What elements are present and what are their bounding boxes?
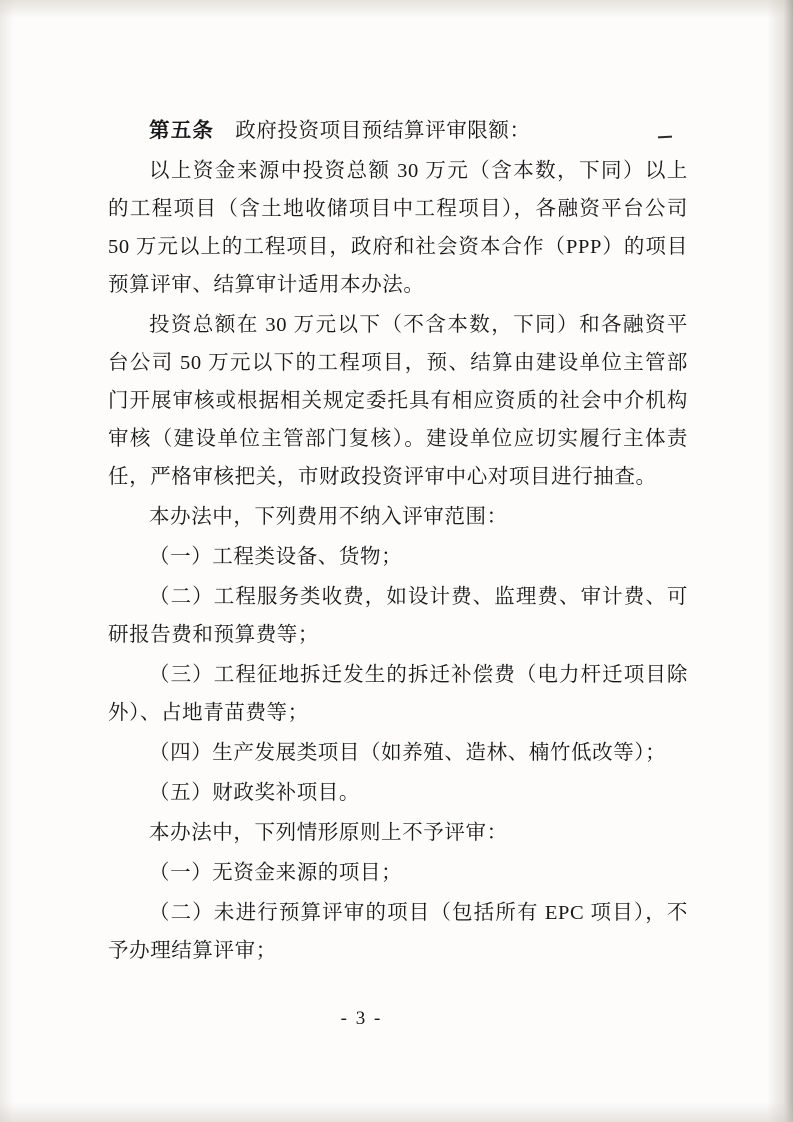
paragraph-scope-below-threshold: 投资总额在 30 万元以下（不含本数，下同）和各融资平台公司 50 万元以下的工程项目，预、结算由建设单位主管部门开展审核或根据相关规定委托具有相应资质的社会中介机构审核（建设单位主管部门复核）。建设单位应切实履行主体责任，严格审核把关，市财政投资评审中心对项目进行抽查。 <box>108 314 688 488</box>
scan-edge-right <box>767 0 793 1122</box>
list-item-exclusion-3: （三）工程征地拆迁发生的拆迁补偿费（电力杆迁项目除外）、占地青苗费等； <box>108 664 688 724</box>
list-item-no-review-2: （二）未进行预算评审的项目（包括所有 EPC 项目），不予办理结算评审； <box>108 902 688 962</box>
list-item-exclusion-5: （五）财政奖补项目。 <box>149 782 360 804</box>
list-item-no-review-1: （一）无资金来源的项目； <box>149 862 403 884</box>
paragraph-exclusion-intro: 本办法中，下列费用不纳入评审范围： <box>149 506 508 528</box>
article-heading: 第五条 <box>149 120 215 142</box>
scan-edge-left <box>0 0 14 1122</box>
list-item-exclusion-2: （二）工程服务类收费，如设计费、监理费、审计费、可研报告费和预算费等； <box>108 586 688 646</box>
article-heading-text: 政府投资项目预结算评审限额： <box>214 120 531 142</box>
paragraph-no-review-intro: 本办法中，下列情形原则上不予评审： <box>149 822 508 844</box>
paragraph-scope-inclusion: 以上资金来源中投资总额 30 万元（含本数，下同）以上的工程项目（含土地收储项目中工程项目），各融资平台公司 50 万元以上的工程项目，政府和社会资本合作（PPP）的项目预算评审、结算审计适用本办法。 <box>108 160 688 296</box>
list-item-exclusion-1: （一）工程类设备、货物； <box>149 546 403 568</box>
scan-edge-top <box>0 0 793 18</box>
document-text-body <box>108 112 688 972</box>
list-item-exclusion-4: （四）生产发展类项目（如养殖、造林、楠竹低改等）； <box>149 742 667 764</box>
page-number: - 3 - <box>340 1008 383 1029</box>
paragraph-article-five <box>108 112 688 150</box>
scan-edge-bottom <box>0 1102 793 1122</box>
